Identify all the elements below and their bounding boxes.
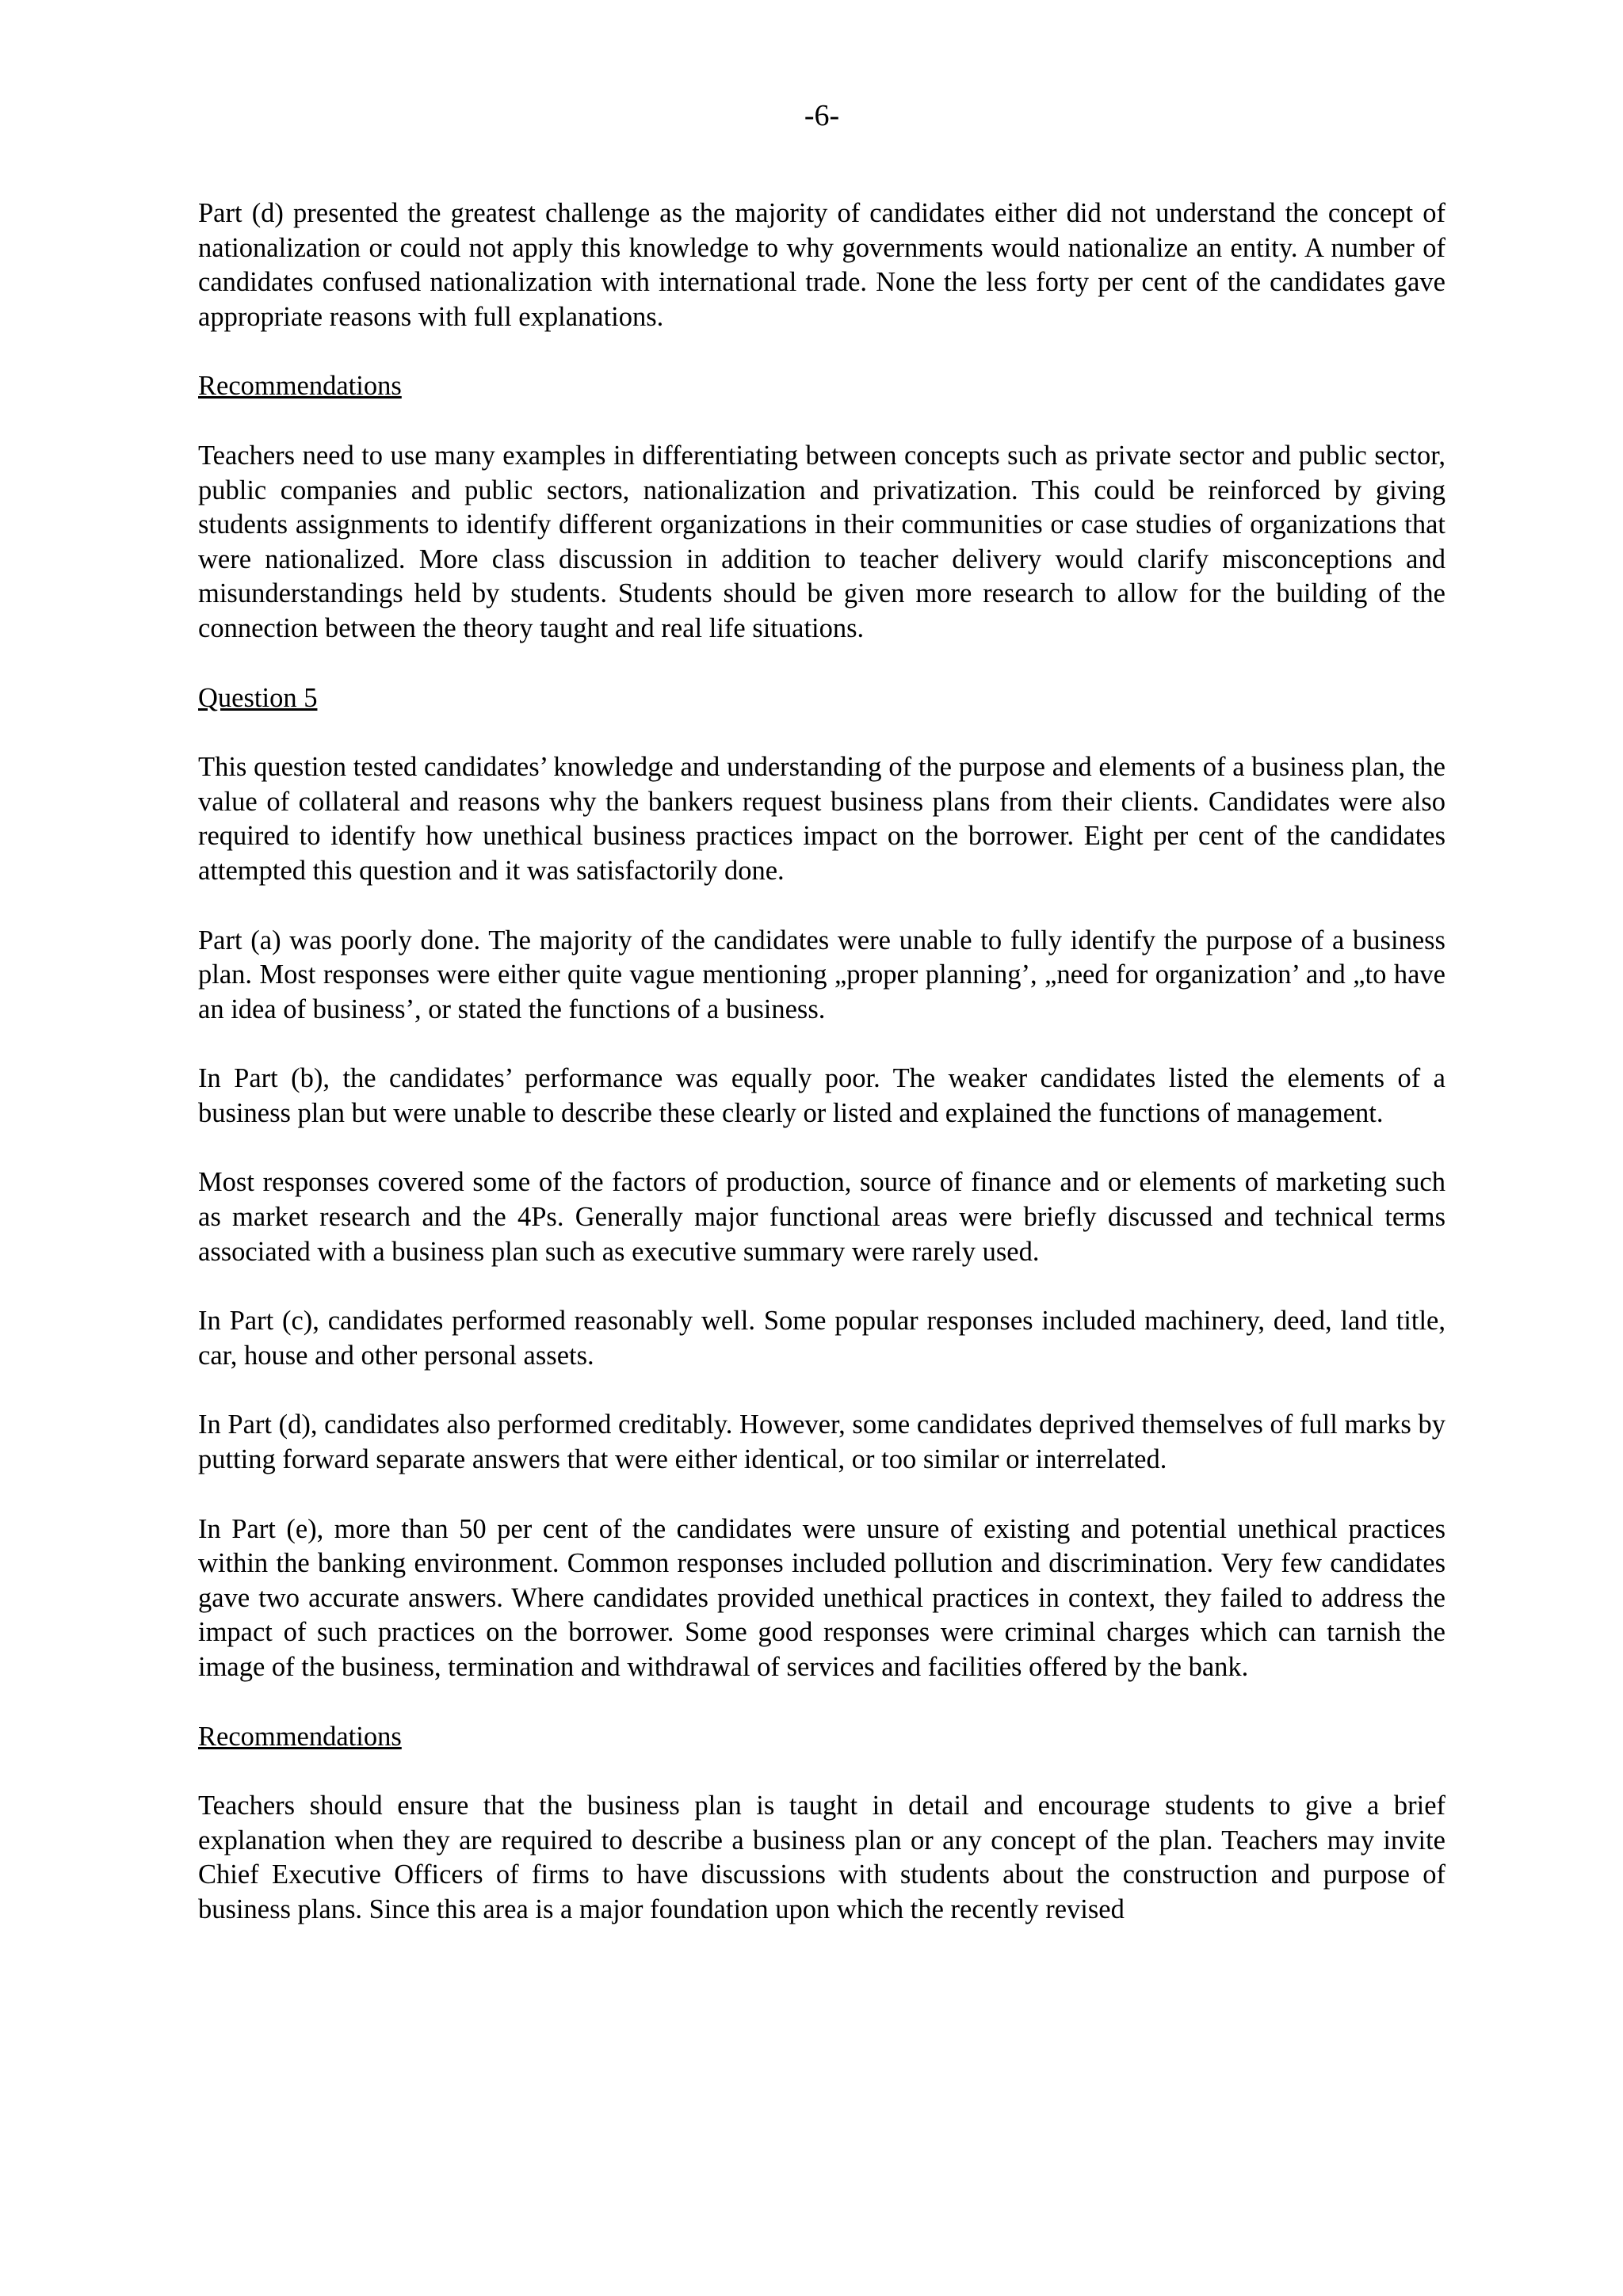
paragraph-part-a: Part (a) was poorly done. The majority of the candidates were unable to fully identify the purpose of a business plan. Most responses were either quite vague mentioning „proper planning’, „need for organization’ and „to have an idea of business’, or stated the functions of a business. (198, 925, 1445, 1024)
paragraph-recommendations-business-plan: Teachers should ensure that the business plan is taught in detail and encourage students to give a brief explanation when they are required to describe a business plan or any concept of the plan. Teachers may invite Chief Executive Officers of firms to have discussions with students about the construction and purpose of business plans. Since this area is a major foundation upon which the recently revised (198, 1791, 1445, 1924)
paragraph-part-c: In Part (c), candidates performed reasonably well. Some popular responses included machinery, deed, land title, car, house and other personal assets. (198, 1306, 1445, 1371)
paragraph-question-5-overview: This question tested candidates’ knowledge and understanding of the purpose and elements of a business plan, the value of collateral and reasons why the bankers request business plans from their clients. Candidates were also required to identify how unethical business practices impact on the borrower. Eight per cent of the candidates attempted this question and it was satisfactorily done. (198, 752, 1445, 886)
paragraph-recommendations-teachers-examples: Teachers need to use many examples in differentiating between concepts such as private sector and public sector, public companies and public sectors, nationalization and privatization. This could be reinforced by giving students assignments to identify different organizations in their communities or case studies of organizations that were nationalized. More class discussion in addition to teacher delivery would clarify misconceptions and misunderstandings held by students. Students should be given more research to allow for the building of the connection between the theory taught and real life situations. (198, 440, 1445, 643)
document-page (198, 0, 1445, 2296)
section-heading-recommendations-2: Recommendations (198, 1721, 402, 1752)
section-heading-question-5: Question 5 (198, 682, 318, 713)
paragraph-part-d: In Part (d), candidates also performed creditably. However, some candidates deprived themselves of full marks by putting forward separate answers that were either identical, or too similar or interrelated. (198, 1409, 1445, 1475)
section-heading-recommendations: Recommendations (198, 371, 402, 402)
paragraph-part-b: In Part (b), the candidates’ performance was equally poor. The weaker candidates listed the elements of a business plan but were unable to describe these clearly or listed and explained the functions of management. (198, 1063, 1445, 1128)
document-body (198, 196, 1445, 1962)
paragraph-most-responses: Most responses covered some of the factors of production, source of finance and or elements of marketing such as market research and the 4Ps. Generally major functional areas were briefly discussed and technical terms associated with a business plan such as executive summary were rarely used. (198, 1167, 1445, 1267)
paragraph-part-d-nationalization: Part (d) presented the greatest challenge as the majority of candidates either did not understand the concept of nationalization or could not apply this knowledge to why governments would nationalize an entity. A number of candidates confused nationalization with international trade. None the less forty per cent of the candidates gave appropriate reasons with full explanations. (198, 198, 1445, 332)
page-number: -6- (804, 99, 840, 132)
paragraph-part-e: In Part (e), more than 50 per cent of the candidates were unsure of existing and potential unethical practices within the banking environment. Common responses included pollution and discrimination. Very few candidates gave two accurate answers. Where candidates provided unethical practices in context, they failed to address the impact of such practices on the borrower. Some good responses were criminal charges which can tarnish the image of the business, termination and withdrawal of services and facilities offered by the bank. (198, 1513, 1445, 1682)
